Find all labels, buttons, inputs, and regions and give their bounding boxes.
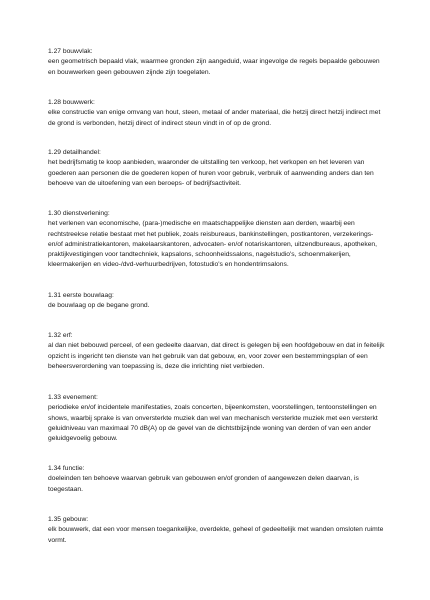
definition-1-28-bouwwerk <box>48 98 388 129</box>
definition-line: geluidniveau van maximaal 70 dB(A) op de gevel van de dichtstbijzijnde woning van derden of van een ander <box>48 424 372 432</box>
definition-term: 1.30 dienstverlening: <box>48 210 110 217</box>
definition-line: al dan niet bebouwd perceel, of een gedeelte daarvan, dat direct is gelegen bij een hoofdgebouw en dat in feitelijk <box>48 342 385 350</box>
definition-line: elk bouwwerk, dat een voor mensen toegankelijke, overdekte, geheel of gedeeltelijk met wanden omsloten ruimte <box>48 526 384 534</box>
definition-1-29-detailhandel <box>48 148 388 189</box>
definition-1-27-bouwvlak <box>48 47 388 78</box>
definition-term: 1.34 functie: <box>48 465 85 472</box>
definition-line: vormt. <box>48 536 67 544</box>
definition-line: de grond is verbonden, hetzij direct of indirect steun vindt in of op de grond. <box>48 119 272 127</box>
definition-line: de bouwlaag op de begane grond. <box>48 302 150 310</box>
definition-line: toegestaan. <box>48 485 83 493</box>
definition-line: geluidgevoelig gebouw. <box>48 435 118 443</box>
definition-line: en/of administratiekantoren, makelaarskantoren, advocaten- en/of notariskantoren, uitzendbureaus, apotheken, <box>48 240 378 248</box>
definition-term: 1.33 evenement: <box>48 394 98 401</box>
definition-line: het verlenen van economische, (para-)medische en maatschappelijke diensten aan derden, waarbij een <box>48 220 355 228</box>
definition-1-34-functie <box>48 464 388 495</box>
definition-line: praktijkvestigingen voor tandtechniek, kapsalons, schoonheidssalons, nagelstudio's, schoenmakerijen, <box>48 251 351 259</box>
definition-line: beheersverordening van toepassing is, deze die inrichting niet verbieden. <box>48 362 265 370</box>
definition-line: shows, waarbij sprake is van onversterkte muziek dan wel van mechanisch versterkte muziek met een versterkt <box>48 414 378 422</box>
definition-term: 1.29 detailhandel: <box>48 149 101 156</box>
definition-term: 1.31 eerste bouwlaag: <box>48 292 114 299</box>
definition-1-35-gebouw <box>48 515 388 546</box>
definition-1-30-dienstverlening <box>48 209 388 271</box>
definition-line: en bouwwerken geen gebouwen zijnde zijn toegelaten. <box>48 68 211 76</box>
definition-line: behoeve van de uitoefening van een beroeps- of bedrijfsactiviteit. <box>48 179 241 187</box>
definition-line: elke constructie van enige omvang van hout, steen, metaal of ander materiaal, die hetzij direct hetzij indirect met <box>48 109 381 117</box>
definition-1-33-evenement <box>48 393 388 444</box>
definition-line: een geometrisch bepaald vlak, waarmee gronden zijn aangeduid, waar ingevolge de regels bepaalde gebouwen <box>48 58 380 66</box>
definition-1-32-erf <box>48 331 388 372</box>
definition-1-31-eerste-bouwlaag <box>48 291 388 312</box>
definition-term: 1.35 gebouw: <box>48 516 89 523</box>
definition-line: kleermakerijen en video-/dvd-verhuurbedrijven, fotostudio's en hondentrimsalons. <box>48 261 289 269</box>
definition-line: periodieke en/of incidentele manifestaties, zoals concerten, bijeenkomsten, voorstellingen, tentoonstellingen en <box>48 404 377 412</box>
definition-line: doeleinden ten behoeve waarvan gebruik van gebouwen en/of gronden of aangewezen delen daarvan, is <box>48 475 359 483</box>
definition-line: opzicht is ingericht ten dienste van het gebruik van dat gebouw, en, voor zover een bestemmingsplan of een <box>48 352 368 360</box>
definition-term: 1.27 bouwvlak: <box>48 48 93 55</box>
definition-term: 1.28 bouwwerk: <box>48 99 95 106</box>
definition-term: 1.32 erf: <box>48 332 73 339</box>
definition-line: goederen aan personen die de goederen kopen of huren voor gebruik, verbruik of aanwending anders dan ten <box>48 169 374 177</box>
definition-line: rechtstreekse relatie bestaat met het publiek, zoals reisbureaus, bankinstellingen, postkantoren, verzekerings- <box>48 230 374 238</box>
definition-line: het bedrijfsmatig te koop aanbieden, waaronder de uitstalling ten verkoop, het verkopen en het leveren van <box>48 159 365 167</box>
